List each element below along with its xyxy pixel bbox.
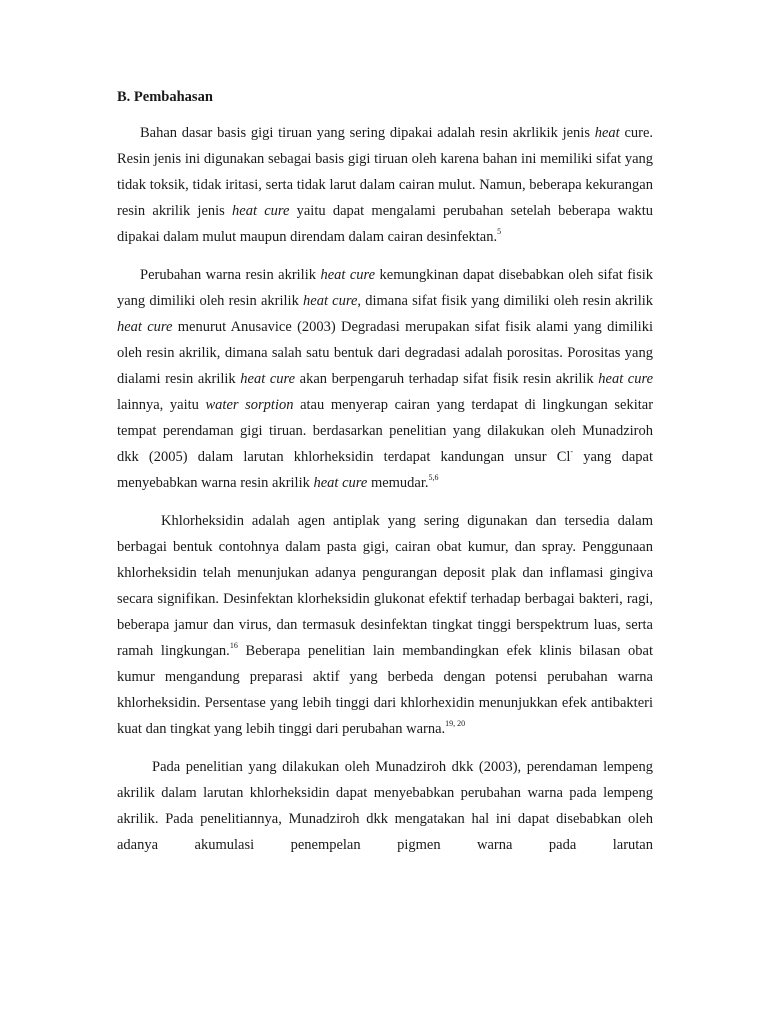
superscript: - [570,447,574,456]
paragraph-3 [117,508,653,742]
citation-ref: 19, 20 [445,719,466,728]
italic-term: water sorption [205,397,294,413]
paragraph-1 [117,120,653,250]
text: Perubahan warna resin akrilik [140,267,316,283]
paragraph-2 [117,262,653,496]
text: memudar. [370,475,429,491]
italic-term: heat cure [240,371,296,387]
text: atau menyerap cairan yang terdapat di lingkungan sekitar tempat perendaman gigi tiruan. berdasarkan penelitian yang dilakukan oleh Munadziroh dkk (2005) dalam larutan khlorheksidin terdapat kandungan unsur Cl [117,397,654,465]
citation-ref: 16 [229,641,238,650]
italic-term: heat cure [598,371,654,387]
section-heading: B. Pembahasan [117,89,213,105]
italic-term: heat cure [320,267,376,283]
text: , dimana sifat fisik yang dimiliki oleh resin akrilik [357,293,654,309]
italic-term: heat cure [313,475,368,491]
text: kemungkinan dapat disebabkan oleh sifat fisik yang dimiliki oleh resin akrilik [117,267,654,309]
text: yaitu dapat mengalami perubahan setelah beberapa waktu dipakai dalam mulut maupun direndam dalam cairan desinfektan. [117,203,654,245]
paragraph-4 [117,754,653,858]
italic-term: heat cure [303,293,358,309]
italic-term: heat [594,125,620,141]
text: Beberapa penelitian lain membandingkan efek klinis bilasan obat kumur mengandung preparasi aktif yang berbeda dengan potensi perubahan warna khlorheksidin. Persentase yang lebih tinggi dari khlorhexidin menunjukkan efek antibakteri kuat dan tingkat yang lebih tinggi dari perubahan warna. [117,643,654,737]
text: lainnya, yaitu [117,397,199,413]
italic-term: heat cure [117,319,173,335]
text: Khlorheksidin adalah agen antiplak yang sering digunakan dan tersedia dalam berbagai bentuk contohnya dalam pasta gigi, cairan obat kumur, dan spray. Penggunaan khlorheksidin telah menunjukan adanya pengurangan deposit plak dan inflamasi gingiva secara signifikan. Desinfektan klorheksidin glukonat efektif terhadap berbagai bakteri, ragi, beberapa jamur dan virus, dan termasuk desinfektan tingkat tinggi berspektrum luas, serta ramah lingkungan. [117,513,653,659]
document-page [117,84,653,858]
italic-term: heat cure [232,203,290,219]
citation-ref: 5,6 [428,473,439,482]
text: yang dapat menyebabkan warna resin akrilik [117,449,654,491]
citation-ref: 5 [497,227,502,236]
text: Pada penelitian yang dilakukan oleh Munadziroh dkk (2003), perendaman lempeng akrilik dalam larutan khlorheksidin dapat menyebabkan perubahan warna pada lempeng akrilik. Pada penelitiannya, Munadziroh dkk mengatakan hal ini dapat disebabkan oleh adanya akumulasi penempelan pigmen warna pada larutan [117,759,653,853]
text: menurut Anusavice (2003) Degradasi merupakan sifat fisik alami yang dimiliki oleh resin akrilik, dimana salah satu bentuk dari degradasi adalah porositas. Porositas yang dialami resin akrilik [117,319,653,387]
text: Bahan dasar basis gigi tiruan yang sering dipakai adalah resin akrlikik jenis [140,125,590,141]
text: cure. Resin jenis ini digunakan sebagai basis gigi tiruan oleh karena bahan ini memiliki sifat yang tidak toksik, tidak iritasi, serta tidak larut dalam cairan mulut. Namun, beberapa kekurangan resin akrilik jenis [117,125,654,219]
text: akan berpengaruh terhadap sifat fisik resin akrilik [299,371,594,387]
